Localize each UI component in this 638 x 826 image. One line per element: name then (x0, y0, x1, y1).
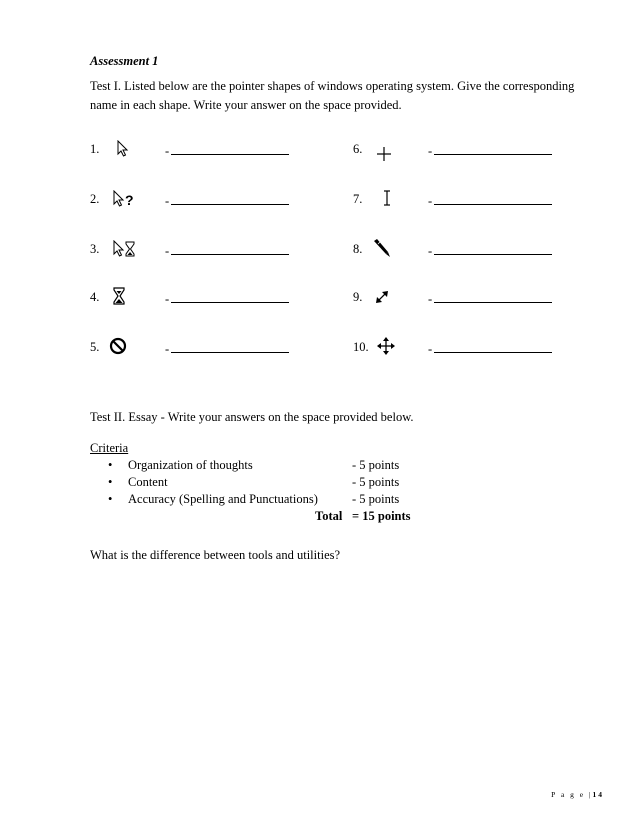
page-separator: | (588, 790, 593, 799)
page-footer (551, 790, 604, 799)
criteria-points: - 5 points (352, 458, 400, 472)
move-four-arrow-icon (376, 336, 396, 356)
criteria-label: Organization of thoughts (128, 458, 253, 472)
item-number: 1. (90, 142, 100, 156)
answer-blank[interactable]: - (165, 142, 289, 159)
answer-blank[interactable]: - (428, 340, 552, 357)
page-label: P a g e (551, 790, 586, 799)
total-label: Total (315, 509, 343, 523)
item-number: 10. (353, 340, 369, 354)
answer-blank[interactable]: - (165, 242, 289, 259)
criteria-title: Criteria (90, 441, 129, 455)
item-number: 5. (90, 340, 100, 354)
item-number: 6. (353, 142, 363, 156)
item-number: 9. (353, 290, 363, 304)
test2-instructions: Test II. Essay - Write your answers on the space provided below. (90, 410, 414, 424)
criteria-points: - 5 points (352, 475, 400, 489)
total-value: = 15 points (352, 509, 411, 523)
normal-select-arrow-icon (115, 140, 133, 158)
criteria-item (108, 475, 168, 490)
answer-blank[interactable]: - (428, 142, 552, 159)
answer-blank[interactable]: - (428, 192, 552, 209)
answer-blank[interactable]: - (428, 290, 552, 307)
bullet-icon: • (108, 475, 113, 489)
page-number: 14 (592, 790, 604, 799)
test1-instructions-line2: name in each shape. Write your answer on the space provided. (90, 98, 402, 112)
assessment-heading: Assessment 1 (90, 54, 159, 68)
help-select-arrow-icon (112, 190, 138, 208)
criteria-label: Content (128, 475, 168, 489)
answer-blank[interactable]: - (428, 242, 552, 259)
item-number: 7. (353, 192, 363, 206)
handwriting-pen-icon (372, 238, 392, 258)
test1-instructions-line1: Test I. Listed below are the pointer shapes of windows operating system. Give the corresponding (90, 79, 575, 93)
criteria-item (108, 458, 253, 473)
criteria-points: - 5 points (352, 492, 400, 506)
bullet-icon: • (108, 492, 113, 506)
svg-text:?: ? (125, 192, 134, 208)
busy-hourglass-icon (110, 287, 128, 305)
working-in-background-icon (112, 240, 138, 258)
answer-blank[interactable]: - (165, 290, 289, 307)
criteria-label: Accuracy (Spelling and Punctuations) (128, 492, 318, 506)
diagonal-resize-icon (373, 288, 391, 306)
criteria-item (108, 492, 318, 507)
answer-blank[interactable]: - (165, 192, 289, 209)
answer-blank[interactable]: - (165, 340, 289, 357)
item-number: 4. (90, 290, 100, 304)
item-number: 3. (90, 242, 100, 256)
precision-crosshair-icon (375, 145, 393, 163)
item-number: 8. (353, 242, 363, 256)
item-number: 2. (90, 192, 100, 206)
text-select-ibeam-icon (378, 189, 396, 207)
unavailable-circle-icon (109, 337, 127, 355)
essay-question: What is the difference between tools and utilities? (90, 548, 341, 562)
bullet-icon: • (108, 458, 113, 472)
